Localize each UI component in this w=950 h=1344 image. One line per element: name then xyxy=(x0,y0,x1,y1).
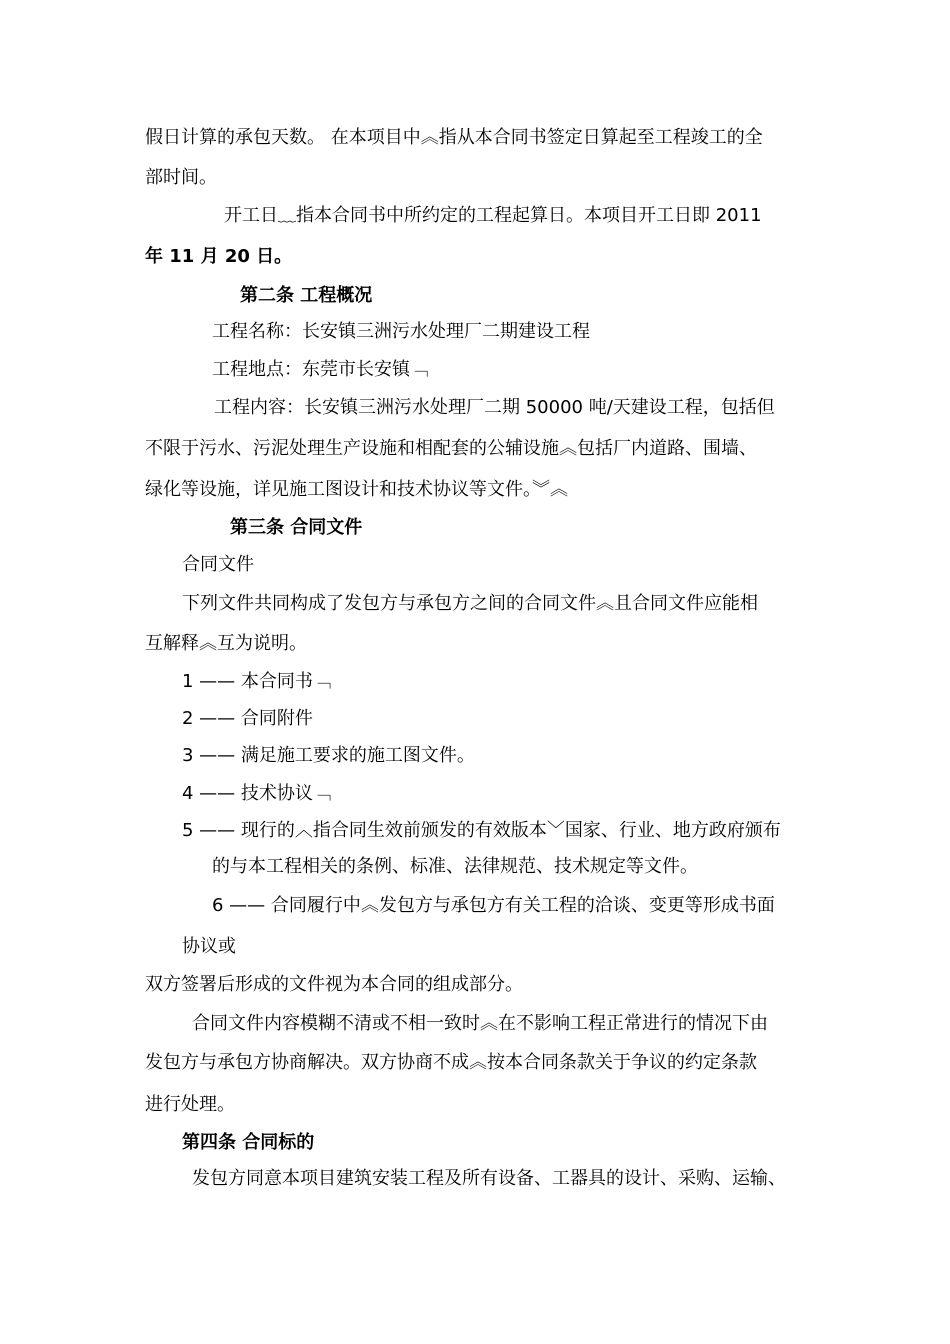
text-line: 进行处理。 xyxy=(145,1094,235,1115)
text-line: 发包方与承包方协商解决。双方协商不成︽按本合同条款关于争议的约定条款 xyxy=(145,1052,757,1073)
text-line: 发包方同意本项目建筑安装工程及所有设备、工器具的设计、采购、运输、 xyxy=(192,1168,786,1189)
text-line: 工程地点：东莞市长安镇﹁ xyxy=(212,359,428,380)
text-line: 双方签署后形成的文件视为本合同的组成部分。 xyxy=(145,974,523,995)
text-line: 的与本工程相关的条例、标准、法律规范、技术规定等文件。 xyxy=(212,856,698,877)
list-item: 6 —— 合同履行中︽发包方与承包方有关工程的洽谈、变更等形成书面 xyxy=(212,895,775,916)
text-line: 互解释︽互为说明。 xyxy=(145,633,307,654)
text-line: 不限于污水、污泥处理生产设施和相配套的公辅设施︽包括厂内道路、围墙、 xyxy=(145,438,757,459)
text-line: 绿化等设施，详见施工图设计和技术协议等文件。︾︽ xyxy=(145,479,568,500)
text-line: 部时间。 xyxy=(145,167,217,188)
text-line: 下列文件共同构成了发包方与承包方之间的合同文件︽且合同文件应能相 xyxy=(182,593,758,614)
text-line: 合同文件 xyxy=(182,554,254,575)
text-line: 工程名称：长安镇三洲污水处理厂二期建设工程 xyxy=(212,321,590,342)
text-line: 假日计算的承包天数。 在本项目中︽指从本合同书签定日算起至工程竣工的全 xyxy=(145,127,763,148)
list-item: 1 —— 本合同书﹁ xyxy=(182,671,331,692)
text-line: 合同文件内容模糊不清或不相一致时︽在不影响工程正常进行的情况下由 xyxy=(192,1013,768,1034)
text-line: 年 11 月 20 日。 xyxy=(145,246,293,267)
section-heading-3: 第三条 合同文件 xyxy=(230,517,363,538)
list-item: 2 —— 合同附件 xyxy=(182,708,313,729)
list-item: 3 —— 满足施工要求的施工图文件。 xyxy=(182,745,475,766)
list-item: 4 —— 技术协议﹁ xyxy=(182,783,331,804)
text-line: 开工日﹏指本合同书中所约定的工程起算日。本项目开工日即 2011 xyxy=(224,205,762,226)
section-heading-4: 第四条 合同标的 xyxy=(182,1132,315,1153)
text-line: 工程内容：长安镇三洲污水处理厂二期 50000 吨/天建设工程，包括但 xyxy=(214,397,775,418)
list-item: 5 —— 现行的︿指合同生效前颁发的有效版本﹀国家、行业、地方政府颁布 xyxy=(182,820,781,841)
section-heading-2: 第二条 工程概况 xyxy=(240,285,373,306)
text-line: 协议或 xyxy=(182,936,236,957)
